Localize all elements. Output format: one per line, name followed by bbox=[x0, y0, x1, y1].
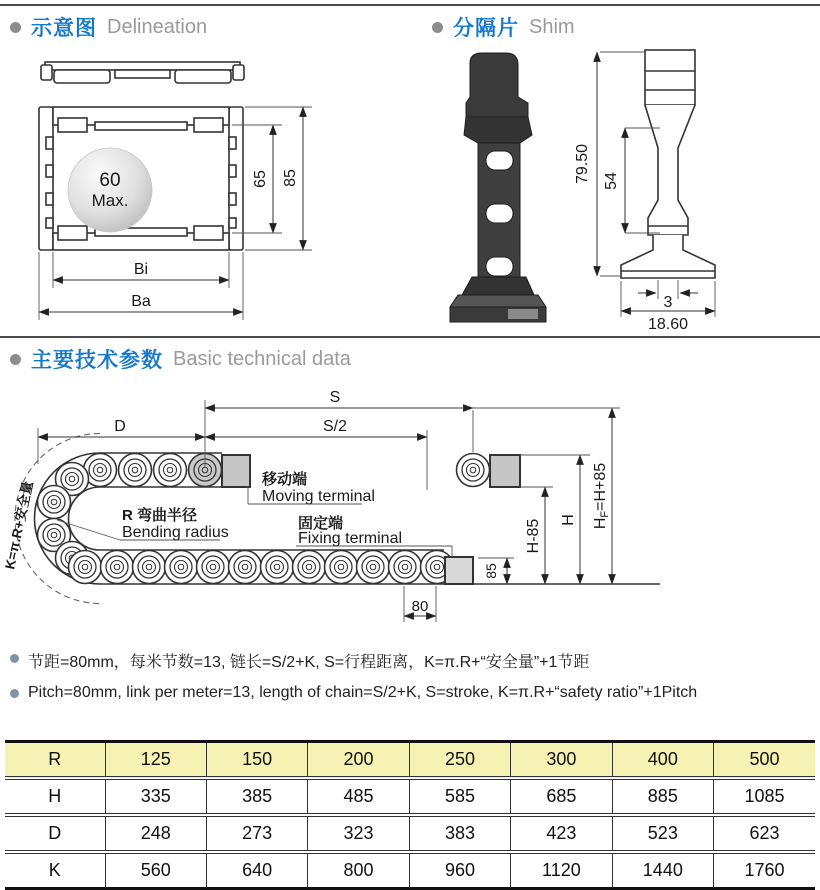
ball-max-label: Max. bbox=[91, 191, 129, 210]
svg-text:Moving terminal: Moving terminal bbox=[262, 488, 375, 505]
table-header-cell: 250 bbox=[409, 742, 510, 779]
technical-data-table bbox=[5, 740, 815, 890]
table-cell: 585 bbox=[409, 778, 510, 815]
svg-text:Ba: Ba bbox=[131, 293, 151, 310]
bullet-icon bbox=[10, 22, 21, 33]
table-header-cell: 500 bbox=[714, 742, 815, 779]
svg-text:3: 3 bbox=[663, 294, 673, 311]
table-header-row bbox=[5, 742, 815, 779]
svg-text:D: D bbox=[114, 418, 126, 435]
dimension-79-50 bbox=[574, 52, 645, 276]
svg-text:移动端: 移动端 bbox=[262, 471, 308, 488]
table-cell: 685 bbox=[511, 778, 612, 815]
svg-text:S: S bbox=[329, 389, 341, 406]
svg-text:Bending radius: Bending radius bbox=[122, 524, 229, 541]
note-text: 节距=80mm，每米节数=13, 链长=S/2+K, S=行程距离，K=π.R+“安全量”+1节距 bbox=[28, 654, 590, 671]
bullet-icon bbox=[10, 354, 21, 365]
table-cell: 1085 bbox=[714, 778, 815, 815]
dimension-80-pitch bbox=[404, 586, 436, 622]
svg-text:Bi: Bi bbox=[133, 261, 149, 278]
section-title-zh: 分隔片 bbox=[453, 17, 519, 40]
bullet-icon bbox=[432, 22, 443, 33]
table-header-cell: 150 bbox=[206, 742, 307, 779]
table-row bbox=[5, 778, 815, 815]
table-header-cell: 400 bbox=[612, 742, 713, 779]
table-cell: 523 bbox=[612, 815, 713, 852]
table-header-cell: 125 bbox=[105, 742, 206, 779]
svg-text:S/2: S/2 bbox=[322, 418, 348, 435]
dimension-85-chain-height bbox=[478, 558, 514, 584]
dimension-s bbox=[205, 389, 620, 468]
table-cell: H bbox=[5, 778, 105, 815]
fixing-terminal-block bbox=[445, 557, 473, 584]
dimension-h-minus-85 bbox=[520, 487, 553, 584]
table-cell: 960 bbox=[409, 852, 510, 889]
top-divider bbox=[0, 4, 820, 6]
note-pitch-en bbox=[10, 684, 697, 702]
table-cell: 623 bbox=[714, 815, 815, 852]
section-header-shim bbox=[432, 12, 575, 42]
svg-text:固定端: 固定端 bbox=[298, 515, 344, 532]
cross-section-drawing bbox=[20, 50, 340, 330]
table-cell: 423 bbox=[511, 815, 612, 852]
section-header-delineation bbox=[10, 12, 207, 42]
bending-radius-label bbox=[57, 506, 229, 541]
table-cell: 335 bbox=[105, 778, 206, 815]
note-text: Pitch=80mm, link per meter=13, length of chain=S/2+K, S=stroke, K=π.R+“safety ratio”+1Pitch bbox=[28, 684, 698, 701]
table-row bbox=[5, 815, 815, 852]
ball-diameter-label: 60 bbox=[99, 170, 121, 191]
section-title-en: Delineation bbox=[107, 15, 208, 38]
svg-text:85: 85 bbox=[282, 169, 299, 187]
drag-chain-diagram bbox=[0, 372, 820, 650]
lid-profile bbox=[41, 62, 244, 83]
table-cell: 485 bbox=[308, 778, 409, 815]
table-cell: 323 bbox=[308, 815, 409, 852]
table-cell: 383 bbox=[409, 815, 510, 852]
table-row bbox=[5, 852, 815, 889]
k-formula-label: K=π.R+安全量 bbox=[2, 479, 36, 571]
svg-text:H-85: H-85 bbox=[525, 518, 542, 554]
svg-text:18.60: 18.60 bbox=[647, 316, 689, 333]
moving-terminal-block bbox=[222, 455, 250, 487]
dimension-bi bbox=[53, 252, 229, 288]
section-title-en: Basic technical data bbox=[173, 347, 351, 370]
table-cell: 248 bbox=[105, 815, 206, 852]
svg-text:54: 54 bbox=[603, 172, 620, 190]
section-header-technical bbox=[10, 344, 351, 374]
section-title-zh: 主要技术参数 bbox=[31, 349, 163, 372]
table-cell: D bbox=[5, 815, 105, 852]
table-header-cell: 300 bbox=[511, 742, 612, 779]
table-cell: 800 bbox=[308, 852, 409, 889]
table-cell: 1120 bbox=[511, 852, 612, 889]
svg-text:Fixing terminal: Fixing terminal bbox=[298, 530, 403, 547]
dimension-hf bbox=[592, 408, 612, 584]
table-header-cell: R bbox=[5, 742, 105, 779]
table-cell: 385 bbox=[206, 778, 307, 815]
shim-photo bbox=[450, 53, 546, 322]
table-cell: 885 bbox=[612, 778, 713, 815]
svg-text:85: 85 bbox=[483, 563, 499, 579]
bullet-icon bbox=[10, 689, 19, 698]
svg-text:R 弯曲半径: R 弯曲半径 bbox=[122, 507, 198, 524]
table-cell: 560 bbox=[105, 852, 206, 889]
section-title-zh: 示意图 bbox=[31, 17, 97, 40]
table-cell: K bbox=[48, 860, 61, 880]
table-cell: 1440 bbox=[612, 852, 713, 889]
table-cell: 1760 bbox=[714, 852, 815, 889]
shim-drawing bbox=[420, 45, 820, 337]
note-pitch-zh bbox=[10, 649, 589, 672]
section-title-en: Shim bbox=[529, 15, 575, 38]
table-header-cell: 200 bbox=[308, 742, 409, 779]
svg-text:80: 80 bbox=[411, 598, 429, 615]
bullet-icon bbox=[10, 654, 19, 663]
table-cell: 640 bbox=[206, 852, 307, 889]
moving-terminal-label bbox=[248, 470, 375, 505]
svg-text:HF=H+85: HF=H+85 bbox=[592, 462, 611, 530]
elevated-moving-end bbox=[457, 454, 521, 488]
table-cell: 273 bbox=[206, 815, 307, 852]
svg-text:65: 65 bbox=[252, 170, 269, 188]
shim-outline bbox=[621, 50, 715, 278]
dimension-3 bbox=[638, 280, 698, 311]
svg-text:H: H bbox=[560, 514, 577, 526]
svg-text:79.50: 79.50 bbox=[574, 143, 591, 185]
